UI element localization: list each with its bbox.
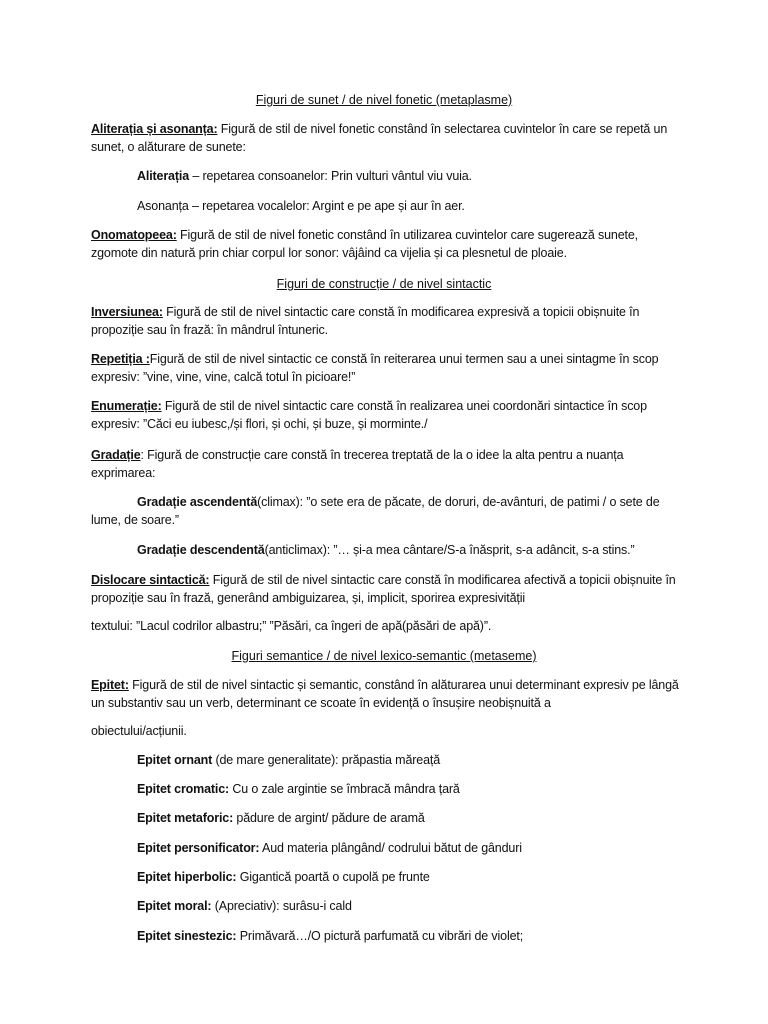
label-epitet: Epitet ornant	[137, 753, 213, 767]
text-gradatie-ascendenta: (climax): ”o sete era de păcate, de doruri, de-avânturi, de patimi / o sete de lume, de soare.”	[91, 495, 660, 527]
term-gradatie: Gradație	[91, 448, 141, 462]
section-title-semantice: Figuri semantice / de nivel lexico-semantic (metaseme)	[231, 649, 537, 663]
label-epitet: Epitet sinestezic:	[137, 929, 237, 943]
label-gradatie-descendenta: Gradație descendentă	[137, 543, 265, 557]
term-dislocare: Dislocare sintactică:	[91, 573, 210, 587]
paragraph-epitet-continued: obiectului/acțiunii.	[91, 724, 187, 738]
label-gradatie-ascendenta: Gradație ascendentă	[137, 495, 258, 509]
example-gradatie-ascendenta	[91, 493, 681, 529]
example-epitet-ornant	[137, 751, 682, 769]
definition-onomatopeea: Figură de stil de nivel fonetic constând în utilizarea cuvintelor care sugerează sunete, zgomote din natură prin chiar corpul lor sonor: vâjâind ca vijelia și ca plesnetul de ploaie.	[91, 228, 638, 260]
label-epitet: Epitet metaforic:	[137, 811, 234, 825]
paragraph-repetitia	[91, 350, 681, 386]
example-gradatie-descendenta	[137, 541, 682, 559]
paragraph-aliteratie	[91, 120, 681, 156]
term-inversiunea: Inversiunea:	[91, 305, 163, 319]
example-epitet-metaforic	[137, 809, 682, 827]
term-epitet: Epitet:	[91, 678, 129, 692]
paragraph-dislocare-continued: textului: ”Lacul codrilor albastru;” ”Păsări, ca îngeri de apă(păsări de apă)”.	[91, 619, 492, 633]
text-epitet: pădure de argint/ pădure de aramă	[233, 811, 425, 825]
example-epitet-cromatic	[137, 780, 682, 798]
example-epitet-personificator	[137, 839, 682, 857]
definition-aliteratie: Figură de stil de nivel fonetic constând în selectarea cuvintelor în care se repetă un sunet, o alăturare de sunete:	[91, 122, 668, 154]
paragraph-dislocare	[91, 571, 681, 607]
text-epitet: (de mare generalitate): prăpastia măreață	[212, 753, 440, 767]
definition-dislocare: Figură de stil de nivel sintactic care constă în modificarea afectivă a topicii obișnuite în propoziție sau în frază, generând ambiguizarea, și, implicit, sporirea expresivității	[91, 573, 676, 605]
text-aliteratie: – repetarea consoanelor: Prin vulturi vântul viu vuia.	[189, 169, 472, 183]
text-gradatie-descendenta: (anticlimax): ”… și-a mea cântare/S-a înăsprit, s-a adâncit, s-a stins.”	[264, 543, 635, 557]
section-title-sunet: Figuri de sunet / de nivel fonetic (metaplasme)	[255, 93, 513, 107]
text-epitet: Primăvară…/O pictură parfumată cu vibrări de violet;	[236, 929, 524, 943]
example-epitet-sinestezic	[137, 927, 682, 945]
term-enumeratie: Enumerație:	[91, 399, 162, 413]
term-repetitia: Repetiția :	[91, 352, 150, 366]
text-epitet: Aud materia plângând/ codrului bătut de gânduri	[259, 841, 522, 855]
text-asonanta: – repetarea vocalelor: Argint e pe ape și aur în aer.	[188, 199, 465, 213]
text-epitet: Gigantică poartă o cupolă pe frunte	[236, 870, 430, 884]
term-aliteratie: Aliterația și asonanța:	[91, 122, 218, 136]
definition-inversiunea: Figură de stil de nivel sintactic care constă în modificarea expresivă a topicii obișnuite în propoziție sau în frază: în mândrul întuneric.	[91, 305, 640, 337]
text-epitet: Cu o zale argintie se îmbracă mândra țară	[229, 782, 460, 796]
example-aliteratie	[137, 167, 682, 185]
label-epitet: Epitet hiperbolic:	[137, 870, 237, 884]
paragraph-epitet	[91, 676, 681, 712]
definition-repetitia: Figură de stil de nivel sintactic ce constă în reiterarea unui termen sau a unei sintagme în scop expresiv: ”vine, vine, vine, calcă totul în picioare!”	[91, 352, 659, 384]
example-epitet-hiperbolic	[137, 868, 682, 886]
paragraph-enumeratie	[91, 397, 681, 433]
definition-enumeratie: Figură de stil de nivel sintactic care constă în realizarea unei coordonări sintactice în scop expresiv: ”Căci eu iubesc,/și flori, și ochi, și buze, și morminte./	[91, 399, 647, 431]
example-asonanta	[137, 197, 682, 215]
label-epitet: Epitet moral:	[137, 899, 212, 913]
label-asonanta: Asonanța	[137, 199, 189, 213]
text-epitet: (Apreciativ): surâsu-i cald	[211, 899, 352, 913]
label-epitet: Epitet cromatic:	[137, 782, 230, 796]
paragraph-onomatopeea	[91, 226, 681, 262]
label-epitet: Epitet personificator:	[137, 841, 260, 855]
term-onomatopeea: Onomatopeea:	[91, 228, 177, 242]
section-title-constructie: Figuri de construcție / de nivel sintactic	[276, 277, 492, 291]
paragraph-inversiunea	[91, 303, 681, 339]
definition-epitet: Figură de stil de nivel sintactic și semantic, constând în alăturarea unui determinant expresiv pe lângă un substantiv sau un verb, determinant ce scoate în evidență o însușire neobișnuită a	[91, 678, 679, 710]
definition-gradatie: : Figură de construcție care constă în trecerea treptată de la o idee la alta pentru a nuanța exprimarea:	[91, 448, 624, 480]
example-epitet-moral	[137, 897, 682, 915]
paragraph-gradatie	[91, 446, 681, 482]
label-aliteratie: Aliterația	[137, 169, 189, 183]
